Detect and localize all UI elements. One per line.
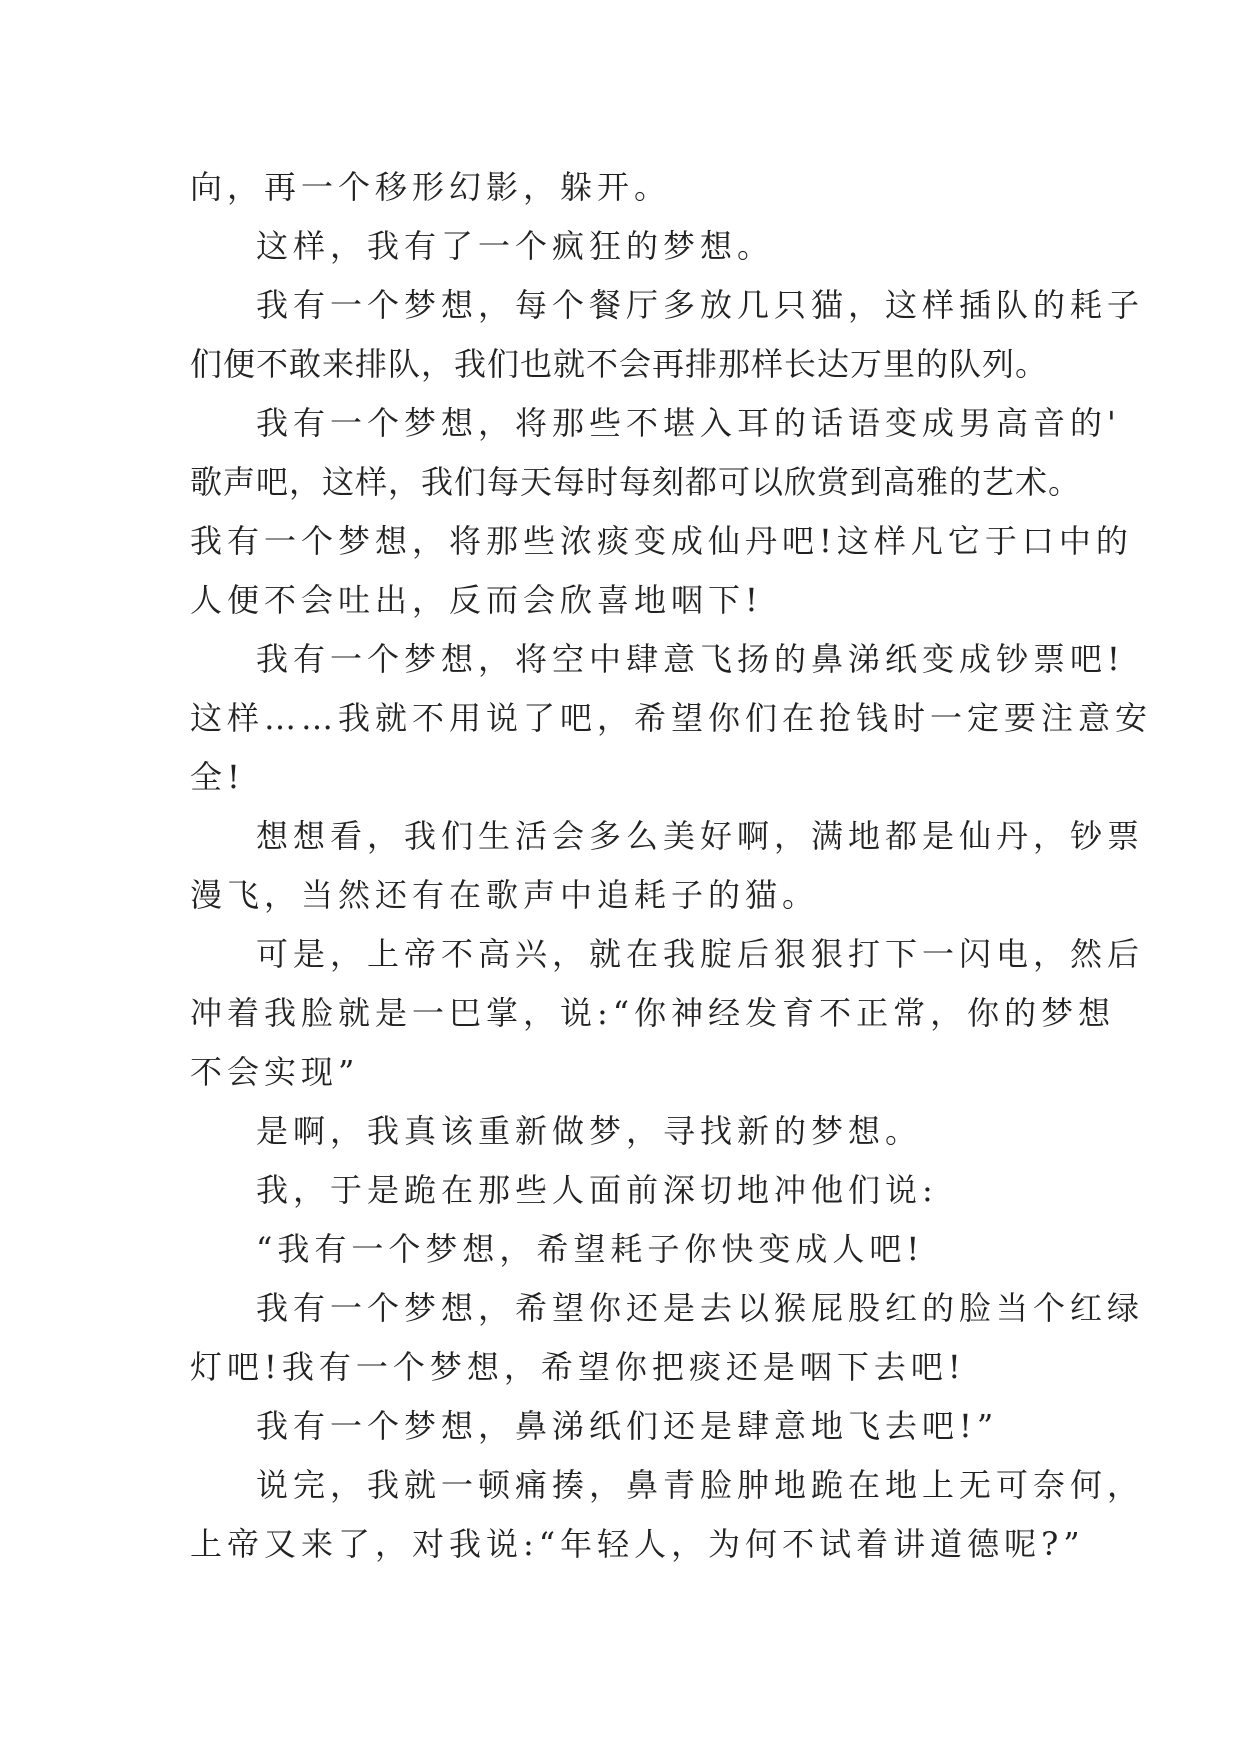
text-line: 上帝又来了，对我说:“年轻人，为何不试着讲道德呢?” xyxy=(190,1525,1085,1563)
text-line: 们便不敢来排队，我们也就不会再排那样长达万里的队列。 xyxy=(190,345,1049,383)
text-line: 这样……我就不用说了吧，希望你们在抢钱时一定要注意安 xyxy=(190,699,1153,737)
text-line: 这样，我有了一个疯狂的梦想。 xyxy=(256,227,775,265)
text-line: 我有一个梦想，将那些不堪入耳的话语变成男高音的' xyxy=(256,404,1121,442)
text-line: 说完，我就一顿痛揍，鼻青脸肿地跪在地上无可奈何， xyxy=(256,1466,1145,1504)
text-line: 我有一个梦想，希望你还是去以猴屁股红的脸当个红绿 xyxy=(256,1289,1145,1327)
text-line: “我有一个梦想，希望耗子你快变成人吧! xyxy=(256,1230,925,1268)
text-line: 歌声吧，这样，我们每天每时每刻都可以欣赏到高雅的艺术。 xyxy=(190,463,1082,501)
text-line: 我有一个梦想，鼻涕纸们还是肆意地飞去吧!” xyxy=(256,1407,999,1445)
text-line: 想想看，我们生活会多么美好啊，满地都是仙丹，钞票 xyxy=(256,817,1145,855)
text-line: 我有一个梦想，将空中肆意飞扬的鼻涕纸变成钞票吧! xyxy=(256,640,1125,678)
text-line: 可是，上帝不高兴，就在我腚后狠狠打下一闪电，然后 xyxy=(256,935,1145,973)
text-line: 是啊，我真该重新做梦，寻找新的梦想。 xyxy=(256,1112,923,1150)
text-line: 我有一个梦想，将那些浓痰变成仙丹吧!这样凡它于口中的 xyxy=(190,522,1133,560)
text-line: 向，再一个移形幻影，躲开。 xyxy=(190,168,672,206)
text-line: 不会实现” xyxy=(190,1053,360,1091)
document-body xyxy=(190,158,1153,1574)
text-line: 灯吧!我有一个梦想，希望你把痰还是咽下去吧! xyxy=(190,1348,966,1386)
text-line: 我有一个梦想，每个餐厅多放几只猫，这样插队的耗子 xyxy=(256,286,1145,324)
text-line: 我，于是跪在那些人面前深切地冲他们说: xyxy=(256,1171,938,1209)
text-line: 人便不会吐出，反而会欣喜地咽下! xyxy=(190,581,763,619)
text-line: 冲着我脸就是一巴掌，说:“你神经发育不正常，你的梦想 xyxy=(190,994,1116,1032)
text-line: 全! xyxy=(190,758,245,796)
text-line: 漫飞，当然还有在歌声中追耗子的猫。 xyxy=(190,876,820,914)
